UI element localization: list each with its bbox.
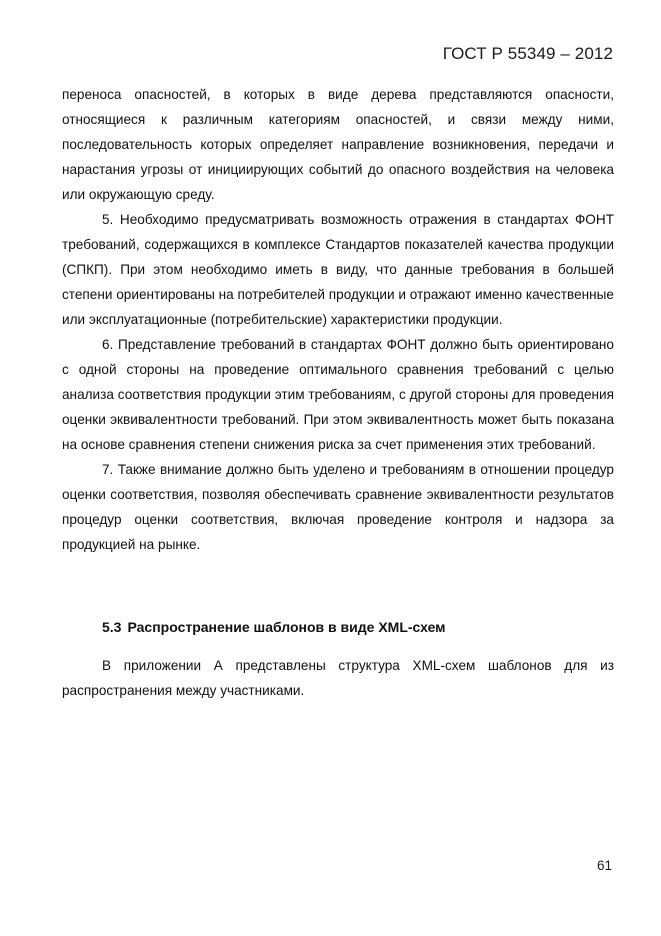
body-text [62, 82, 614, 557]
section-title: Распространение шаблонов в виде XML-схем [127, 619, 446, 635]
section-body [62, 653, 614, 703]
paragraph-item-6: 6. Представление требований в стандартах ФОНТ должно быть ориентировано с одной стороны на проведение оптимального сравнения требований с целью анализа соответствия продукции этим требованиям, с другой стороны для проведения оценки эквивалентности требований. При этом эквивалентность может быть показана на основе сравнения степени снижения риска за счет применения этих требований. [62, 337, 614, 452]
paragraph-item-7: 7. Также внимание должно быть уделено и требованиям в отношении процедур оценки соответствия, позволяя обеспечивать сравнение эквивалентности результатов процедур оценки соответствия, включая проведение контроля и надзора за продукцией на рынке. [62, 462, 614, 552]
section-heading [102, 619, 446, 635]
paragraph-item-5: 5. Необходимо предусматривать возможность отражения в стандартах ФОНТ требований, содержащихся в комплексе Стандартов показателей качества продукции (СПКП). При этом необходимо иметь в виду, что данные требования в большей степени ориентированы на потребителей продукции и отражают именно качественные или эксплуатационные (потребительские) характеристики продукции. [62, 212, 614, 327]
section-paragraph: В приложении А представлены структура XML-схем шаблонов для из распространения между участниками. [62, 658, 614, 698]
paragraph-continuation: переноса опасностей, в которых в виде дерева представляются опасности, относящиеся к различным категориям опасностей, и связи между ними, последовательность которых определяет направление возникновения, передачи и нарастания угрозы от инициирующих событий до опасного воздействия на человека или окружающую среду. [62, 87, 614, 202]
section-number: 5.3 [102, 619, 122, 635]
page-number: 61 [596, 858, 612, 873]
document-header: ГОСТ Р 55349 – 2012 [442, 44, 613, 63]
